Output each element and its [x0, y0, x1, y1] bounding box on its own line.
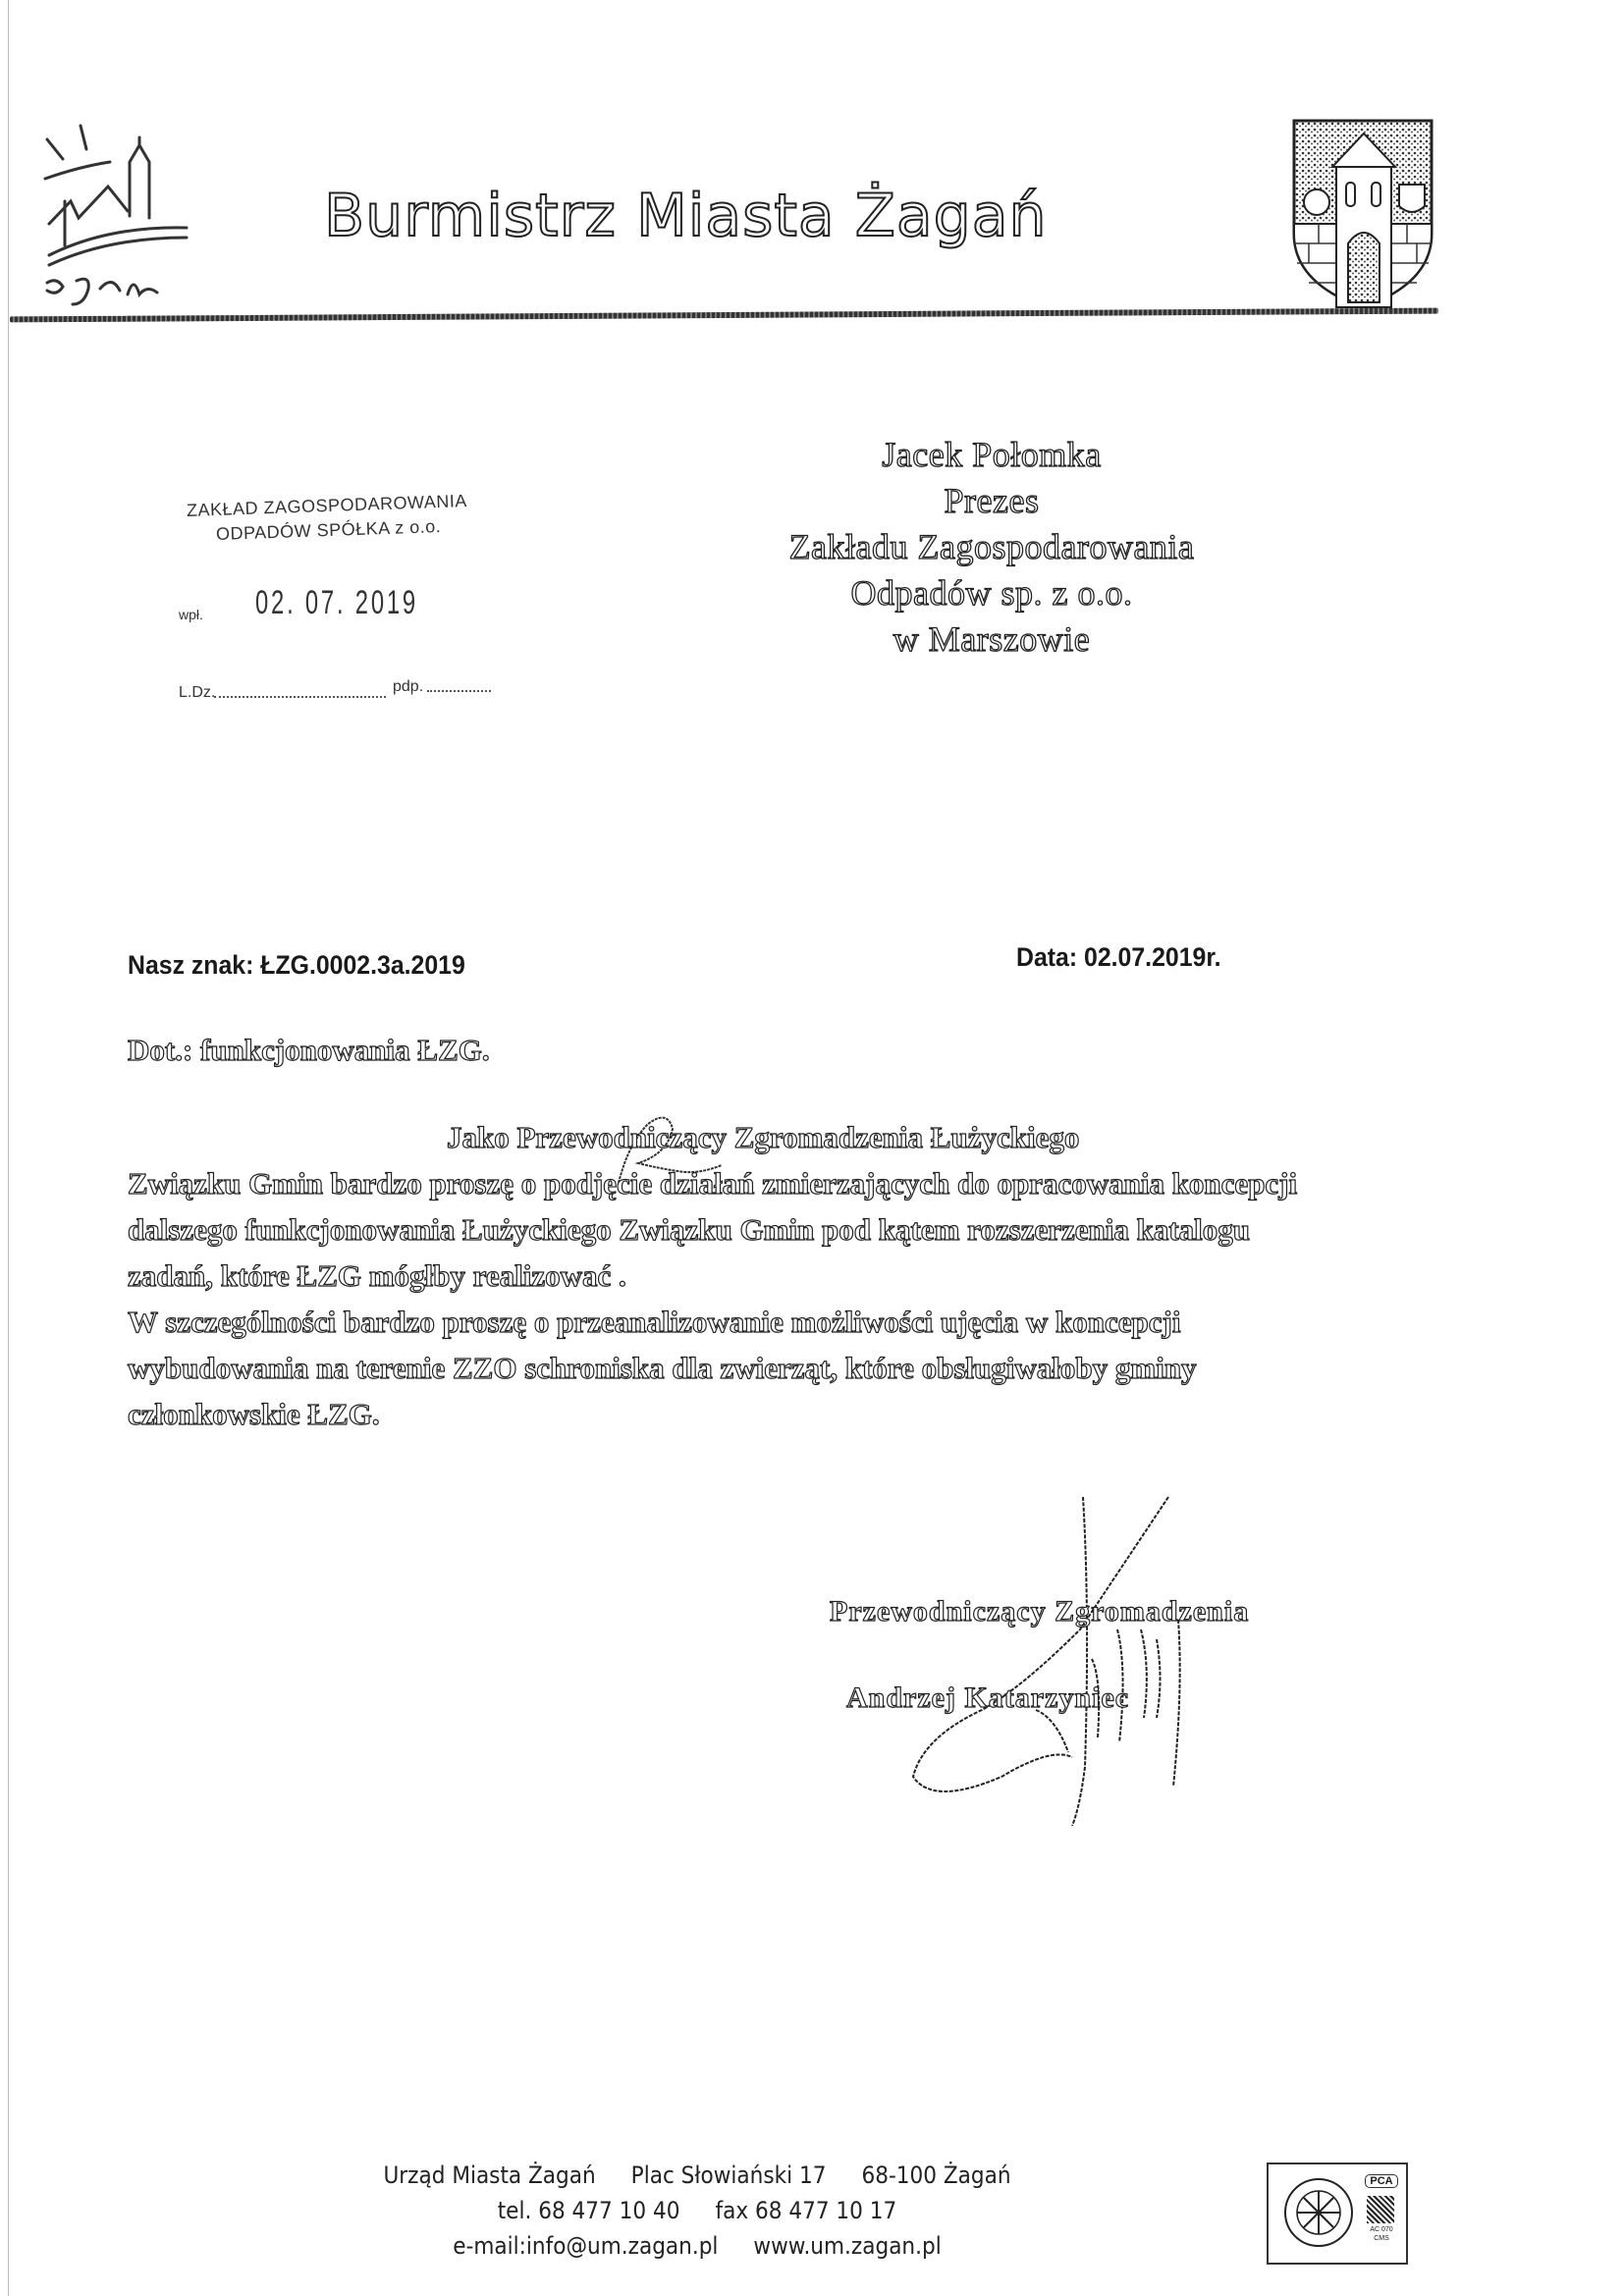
pca-scheme: CMS	[1374, 2235, 1389, 2242]
pca-label: PCA	[1365, 2174, 1398, 2188]
pca-badge	[1365, 2174, 1398, 2247]
recipient-org-line1: Zakładu Zagospodarowania	[788, 527, 1195, 566]
subject-line: Dot.: funkcjonowania ŁZG.	[128, 1033, 490, 1067]
pca-accreditation-number: AC 070	[1370, 2226, 1393, 2233]
footer-street: Plac Słowiański 17	[630, 2162, 827, 2189]
received-stamp	[167, 491, 560, 712]
footer-fax: fax 68 477 10 17	[715, 2197, 897, 2224]
footer-phone-line	[335, 2193, 1059, 2228]
letter-date: Data: 02.07.2019r.	[1016, 942, 1221, 972]
coat-of-arms-icon	[1289, 116, 1436, 312]
signatory-name: Andrzej Katarzyniec	[846, 1682, 1130, 1714]
footer-email[interactable]: e-mail:info@um.zagan.pl	[453, 2232, 719, 2260]
qr-code-icon	[1367, 2196, 1394, 2223]
recipient-org-line2: Odpadów sp. z o.o.	[850, 573, 1133, 613]
signatory-title: Przewodniczący Zgromadzenia	[830, 1595, 1250, 1628]
stamp-company-line1: ZAKŁAD ZAGOSPODAROWANIA	[186, 491, 468, 520]
recipient-position: Prezes	[944, 481, 1040, 520]
recipient-block	[687, 432, 1296, 663]
handwritten-signature-icon	[844, 1492, 1257, 1826]
page-title: Burmistrz Miasta Żagań	[324, 182, 1048, 250]
footer-contact	[335, 2158, 1059, 2264]
city-logo-icon	[29, 108, 226, 314]
footer-address-line	[335, 2158, 1059, 2193]
stamp-pdp-field	[427, 690, 491, 692]
stamp-date: 02. 07. 2019	[255, 584, 418, 621]
certification-badges	[1267, 2163, 1408, 2265]
footer-web-line	[335, 2228, 1059, 2264]
body-paragraph-1: Związku Gmin bardzo proszę o podjęcie działań zmierzających do opracowania koncepcji dalszego funkcjonowania Łużyckiego Związku Gmin pod kątem rozszerzenia katalogu zadań, które ŁZG mógłby realizować .	[128, 1166, 1298, 1293]
city-logo	[29, 108, 226, 314]
recipient-name: Jacek Połomka	[882, 435, 1102, 474]
coat-of-arms	[1289, 116, 1436, 312]
stamp-ldz-field	[214, 696, 386, 698]
stamp-pdp-label: pdp.	[393, 678, 424, 695]
body-paragraph-2: W szczególności bardzo proszę o przeanalizowanie możliwości ujęcia w koncepcji wybudowania na terenie ZZO schroniska dla zwierząt, które obsługiwałoby gminy członkowskie ŁZG.	[128, 1305, 1197, 1431]
footer-website[interactable]: www.um.zagan.pl	[753, 2232, 942, 2260]
stamp-company-line2: ODPADÓW SPÓŁKA z o.o.	[215, 516, 442, 544]
reference-number: Nasz znak: ŁZG.0002.3a.2019	[128, 950, 465, 980]
body-paragraph-1-first-line: Jako Przewodniczący Zgromadzenia Łużyckiego	[447, 1120, 1080, 1154]
recipient-location: w Marszowie	[893, 619, 1091, 659]
pca-code	[1365, 2225, 1398, 2243]
scan-edge	[8, 0, 9, 2296]
footer-office: Urząd Miasta Żagań	[383, 2162, 596, 2189]
footer-tel: tel. 68 477 10 40	[497, 2197, 680, 2224]
letter-body	[128, 1114, 1335, 1437]
stamp-ldz-label: L.Dz.	[179, 684, 216, 701]
footer-postal: 68-100 Żagań	[861, 2162, 1011, 2189]
stamp-received-label: wpł.	[179, 607, 203, 622]
chamber-seal-icon	[1282, 2176, 1355, 2249]
